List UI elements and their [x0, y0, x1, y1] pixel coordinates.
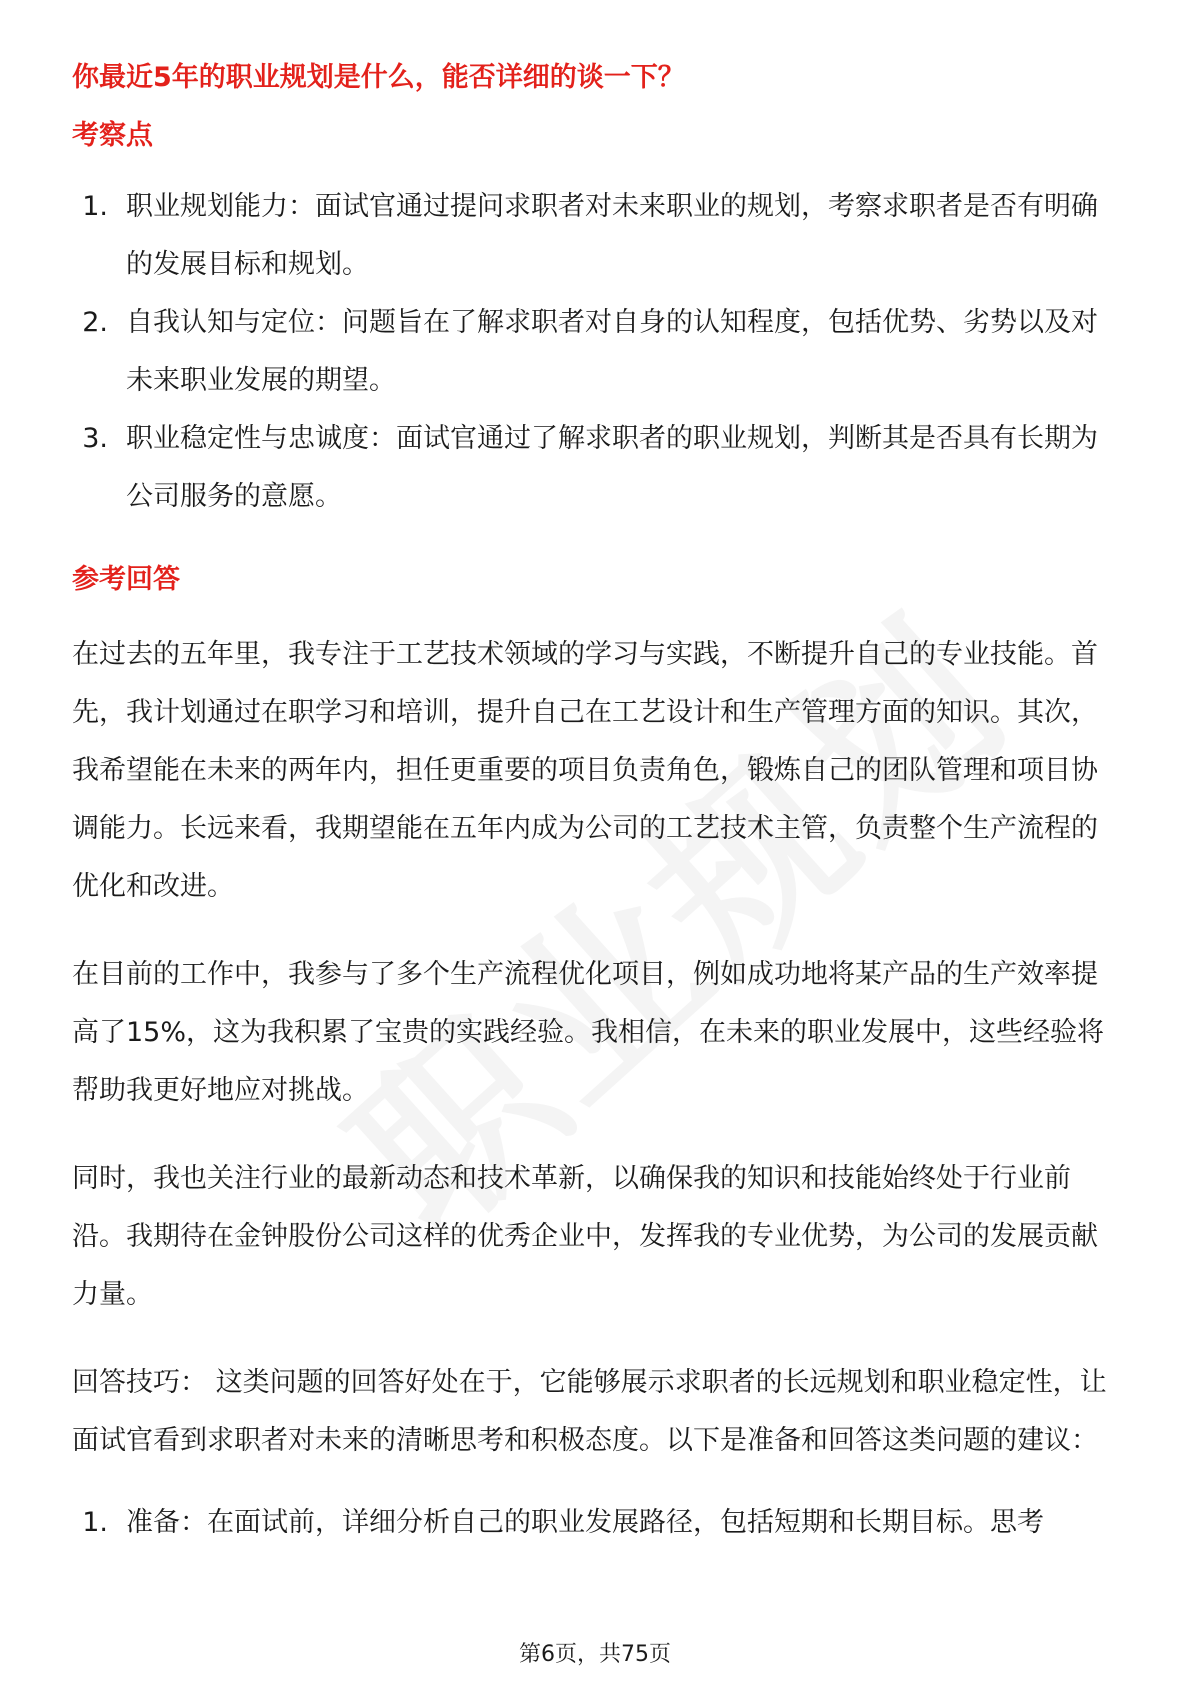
- points-heading: 考察点: [72, 120, 153, 151]
- answer-paragraph: 同时，我也关注行业的最新动态和技术革新，以确保我的知识和技能始终处于行业前沿。我期待在金钟股份公司这样的优秀企业中，发挥我的专业优势，为公司的发展贡献力量。: [72, 1163, 1098, 1310]
- page-footer: 第6页，共75页: [519, 1642, 671, 1667]
- list-text: 准备：在面试前，详细分析自己的职业发展路径，包括短期和长期目标。思考: [126, 1507, 1044, 1538]
- list-text: 职业稳定性与忠诚度：面试官通过了解求职者的职业规划，判断其是否具有长期为公司服务的意愿。: [126, 423, 1098, 512]
- answer-paragraph: 在过去的五年里，我专注于工艺技术领域的学习与实践，不断提升自己的专业技能。首先，我计划通过在职学习和培训，提升自己在工艺设计和生产管理方面的知识。其次，我希望能在未来的两年内，担任更重要的项目负责角色，锻炼自己的团队管理和项目协调能力。长远来看，我期望能在五年内成为公司的工艺技术主管，负责整个生产流程的优化和改进。: [72, 639, 1098, 902]
- list-item: [72, 178, 1122, 294]
- list-text: 自我认知与定位：问题旨在了解求职者对自身的认知程度，包括优势、劣势以及对未来职业发展的期望。: [126, 307, 1098, 396]
- list-item: [72, 410, 1122, 526]
- document-body: [72, 58, 1122, 1552]
- points-list: [72, 178, 1122, 526]
- tips-paragraph: 回答技巧： 这类问题的回答好处在于，它能够展示求职者的长远规划和职业稳定性，让面试官看到求职者对未来的清晰思考和积极态度。以下是准备和回答这类问题的建议：: [72, 1367, 1107, 1456]
- list-number: 3.: [82, 423, 108, 454]
- question-title: 你最近5年的职业规划是什么，能否详细的谈一下？: [72, 62, 685, 93]
- list-number: 2.: [82, 307, 108, 338]
- list-number: 1.: [82, 191, 108, 222]
- list-item: [72, 1494, 1122, 1552]
- list-number: 1.: [82, 1507, 108, 1538]
- answer-paragraph: 在目前的工作中，我参与了多个生产流程优化项目，例如成功地将某产品的生产效率提高了15%，这为我积累了宝贵的实践经验。我相信，在未来的职业发展中，这些经验将帮助我更好地应对挑战。: [72, 959, 1105, 1106]
- list-text: 职业规划能力：面试官通过提问求职者对未来职业的规划，考察求职者是否有明确的发展目标和规划。: [126, 191, 1098, 280]
- answer-heading: 参考回答: [72, 564, 180, 595]
- tips-list: [72, 1494, 1122, 1552]
- list-item: [72, 294, 1122, 410]
